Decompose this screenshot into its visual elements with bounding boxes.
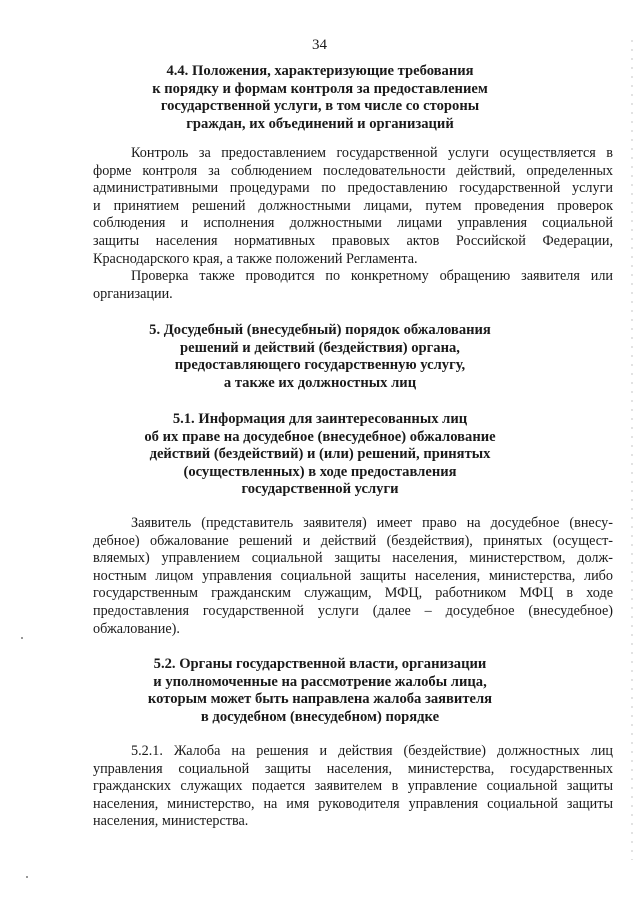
paragraph-applicant bbox=[93, 515, 613, 638]
paragraph-line: вляемых) управлением социальной защиты населения, министерством, долж- bbox=[93, 550, 613, 567]
page-number: 34 bbox=[312, 37, 327, 53]
heading-line: действий (бездействий) и (или) решений, принятых bbox=[149, 446, 491, 463]
paragraph-line: предоставления государственной услуги (далее – досудебное (внесудебное) bbox=[93, 602, 613, 619]
scan-edge-marks bbox=[631, 40, 633, 860]
paragraph-line: организации. bbox=[93, 285, 173, 302]
heading-line: к порядку и формам контроля за предоставлением bbox=[152, 80, 488, 97]
paragraph-line: 5.2.1. Жалоба на решения и действия (бездействие) должностных лиц bbox=[131, 743, 613, 759]
heading-5-1 bbox=[100, 411, 540, 499]
paragraph-line: Проверка также проводится по конкретному обращению заявителя или bbox=[131, 268, 613, 284]
paragraph-line: государственным гражданским служащим, МФЦ, работником МФЦ в ходе bbox=[93, 585, 613, 602]
heading-line: 5. Досудебный (внесудебный) порядок обжалования bbox=[149, 322, 491, 338]
paragraph-line: защиты населения нормативных правовых актов Российской Федерации, bbox=[93, 232, 613, 249]
heading-line: 5.2. Органы государственной власти, организации bbox=[153, 656, 487, 672]
heading-line: и уполномоченные на рассмотрение жалобы лица, bbox=[153, 673, 487, 690]
paragraph-5-2-1 bbox=[93, 743, 613, 831]
paragraph-line: гражданских служащих подается заявителем в управление социальной защиты bbox=[93, 778, 613, 795]
paragraph-line: административными процедурами по предоставлению государственной услуги bbox=[93, 180, 613, 197]
heading-line: 5.1. Информация для заинтересованных лиц bbox=[172, 411, 468, 427]
paragraph-line: форме контроля за соблюдением последовательности действий, определенных bbox=[93, 162, 613, 179]
heading-line: государственной услуги bbox=[241, 481, 399, 498]
heading-line: граждан, их объединений и организаций bbox=[186, 115, 454, 132]
heading-line: которым может быть направлена жалоба заявителя bbox=[147, 691, 493, 708]
paragraph-line: ностным лицом управления социальной защиты населения, министерства, либо bbox=[93, 567, 613, 584]
paragraph-line: Контроль за предоставлением государственной услуги осуществляется в bbox=[131, 145, 613, 161]
heading-line: (осуществленных) в ходе предоставления bbox=[183, 463, 457, 480]
heading-line: в досудебном (внесудебном) порядке bbox=[200, 708, 440, 725]
paragraph-line: обжалование). bbox=[93, 620, 180, 637]
paragraph-line: управления социальной защиты населения, министерства, государственных bbox=[93, 760, 613, 777]
paragraph-line: дебное) обжалование решений и действий (бездействия), принятых (осущест- bbox=[93, 532, 613, 549]
heading-5-2 bbox=[100, 656, 540, 726]
scan-speck bbox=[26, 876, 28, 878]
heading-line: государственной услуги, в том числе со стороны bbox=[160, 98, 480, 115]
heading-line: об их праве на досудебное (внесудебное) обжалование bbox=[144, 428, 496, 445]
paragraph-line: населения, министерство, на имя руководителя управления социальной защиты bbox=[93, 795, 613, 812]
heading-4-4 bbox=[100, 63, 540, 133]
heading-line: а также их должностных лиц bbox=[223, 374, 417, 391]
paragraph-line: населения, министерства. bbox=[93, 813, 249, 830]
heading-line: 4.4. Положения, характеризующие требования bbox=[166, 63, 474, 79]
heading-line: решений и действий (бездействия) органа, bbox=[180, 339, 460, 356]
paragraph-line: и принятием решений должностными лицами, путем проведения проверок bbox=[93, 197, 613, 214]
paragraph-line: Заявитель (представитель заявителя) имеет право на досудебное (внесу- bbox=[131, 515, 613, 531]
heading-5 bbox=[100, 322, 540, 392]
paragraph-line: соблюдения и исполнения должностными лицами управления социальной bbox=[93, 215, 613, 232]
heading-line: предоставляющего государственную услугу, bbox=[174, 357, 466, 374]
scan-speck bbox=[21, 637, 23, 639]
paragraph-line: Краснодарского края, а также положений Регламента. bbox=[93, 250, 418, 267]
paragraph-check bbox=[93, 268, 613, 303]
paragraph-control bbox=[93, 145, 613, 268]
